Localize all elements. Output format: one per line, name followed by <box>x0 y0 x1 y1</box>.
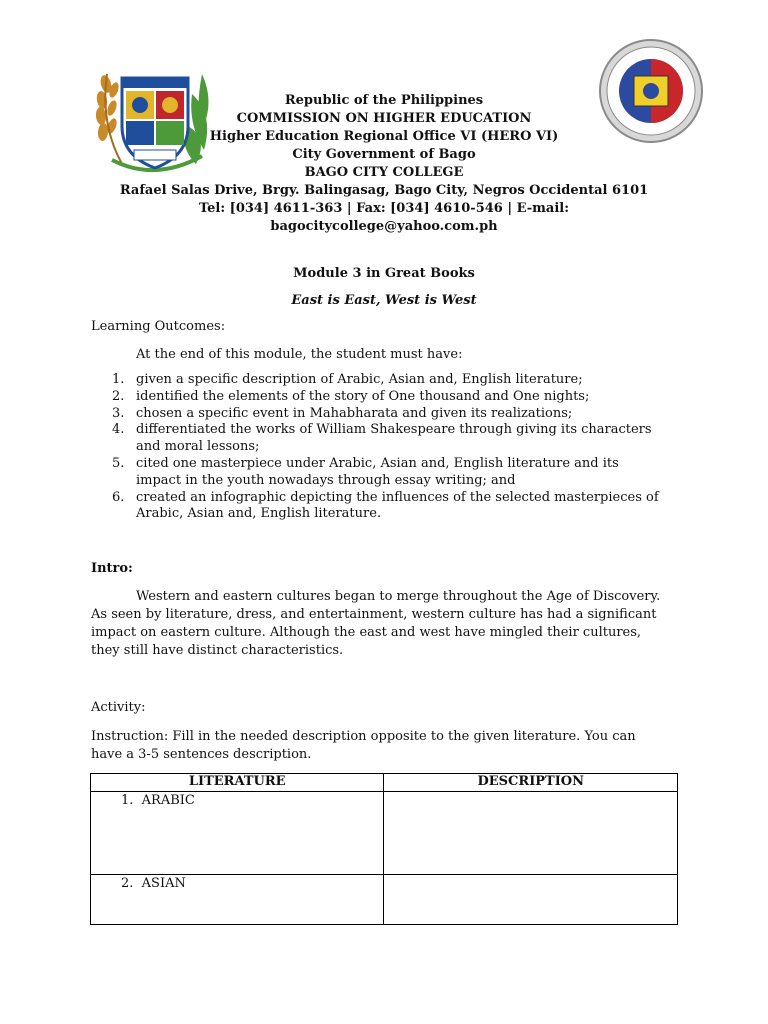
header-line-college: BAGO CITY COLLEGE <box>304 165 464 180</box>
instruction-line-2: have a 3-5 sentences description. <box>91 747 312 762</box>
header-line-ched: COMMISSION ON HIGHER EDUCATION <box>236 111 532 126</box>
literature-table <box>90 773 678 925</box>
header-line-contact: Tel: [034] 4611-363 | Fax: [034] 4610-546 | E-mail: <box>198 201 570 216</box>
list-item-text-cont: impact in the youth nowadays through essay writing; and <box>136 472 516 488</box>
literature-name: ARABIC <box>141 793 195 808</box>
activity-heading: Activity: <box>91 700 146 715</box>
column-header-description: DESCRIPTION <box>384 774 678 792</box>
header-line-address: Rafael Salas Drive, Brgy. Balingasag, Bago City, Negros Occidental 6101 <box>119 183 649 198</box>
description-text <box>384 875 677 876</box>
intro-heading: Intro: <box>91 561 133 576</box>
description-text <box>384 792 677 793</box>
description-cell[interactable] <box>384 875 678 925</box>
row-number: 1. <box>121 793 134 808</box>
instruction-line-1: Instruction: Fill in the needed description opposite to the given literature. You can <box>91 729 636 744</box>
description-cell[interactable] <box>384 792 678 875</box>
header-line-republic: Republic of the Philippines <box>284 93 484 108</box>
table-row <box>91 875 678 925</box>
intro-line-1: Western and eastern cultures began to merge throughout the Age of Discovery. <box>136 589 661 604</box>
list-number: 3. <box>112 405 125 421</box>
list-number: 6. <box>112 489 125 505</box>
literature-cell <box>91 792 384 875</box>
intro-line-4: they still have distinct characteristics. <box>91 643 344 658</box>
list-item-text: given a specific description of Arabic, Asian and, English literature; <box>136 372 583 387</box>
literature-cell <box>91 875 384 925</box>
list-item-text: created an infographic depicting the influences of the selected masterpieces of <box>136 489 659 505</box>
column-header-literature: LITERATURE <box>91 774 384 792</box>
list-item <box>92 389 672 406</box>
learning-outcomes-heading: Learning Outcomes: <box>91 319 226 334</box>
list-item-text-cont: Arabic, Asian and, English literature. <box>136 506 382 522</box>
header-line-hero: Higher Education Regional Office VI (HERO VI) <box>209 129 559 144</box>
list-item <box>92 406 672 423</box>
list-number: 4. <box>112 422 125 438</box>
row-number: 2. <box>121 876 134 891</box>
list-item-text-cont: and moral lessons; <box>136 439 260 455</box>
module-title: Module 3 in Great Books <box>293 266 475 281</box>
module-subtitle: East is East, West is West <box>291 293 477 308</box>
list-number: 2. <box>112 388 125 404</box>
literature-name: ASIAN <box>141 876 186 891</box>
list-item-text: cited one masterpiece under Arabic, Asian and, English literature and its <box>136 455 619 471</box>
list-item <box>92 490 672 524</box>
list-item-text: identified the elements of the story of One thousand and One nights; <box>136 388 590 404</box>
intro-line-3: impact on eastern culture. Although the east and west have mingled their cultures, <box>91 625 642 640</box>
list-item <box>92 372 672 389</box>
learning-outcomes-list <box>92 372 672 523</box>
list-item-text: differentiated the works of William Shakespeare through giving its characters <box>136 422 652 438</box>
list-item <box>92 422 672 456</box>
table-row <box>91 792 678 875</box>
list-item-text: chosen a specific event in Mahabharata and given its realizations; <box>136 405 573 421</box>
list-number: 5. <box>112 455 125 471</box>
list-item <box>92 456 672 490</box>
header-line-city-gov: City Government of Bago <box>292 147 476 162</box>
list-number: 1. <box>112 372 125 387</box>
learning-outcomes-intro: At the end of this module, the student must have: <box>136 347 463 362</box>
table-header-row <box>91 774 678 792</box>
header-line-email: bagocitycollege@yahoo.com.ph <box>270 219 498 234</box>
intro-line-2: As seen by literature, dress, and entertainment, western culture has had a significant <box>91 607 657 622</box>
